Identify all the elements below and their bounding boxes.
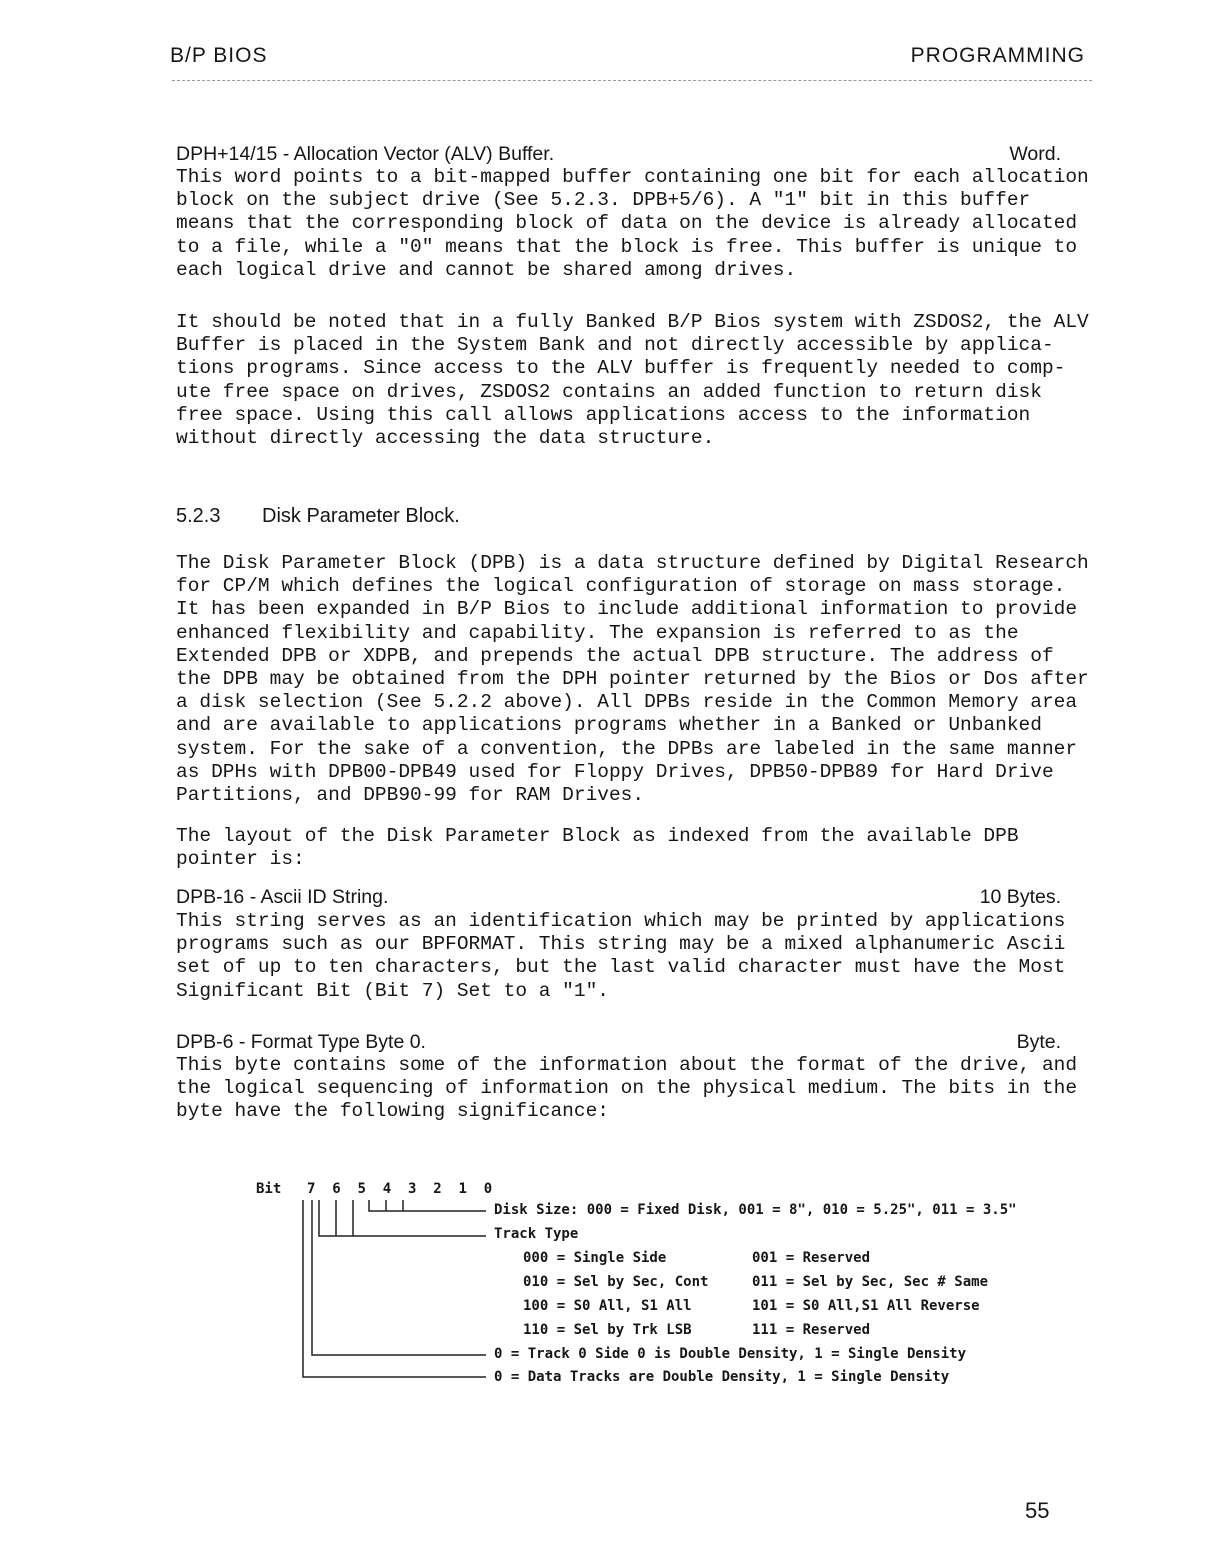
text-line: set of up to ten characters, but the last valid character must have the Most — [176, 956, 1066, 979]
text-line: and are available to applications programs whether in a Banked or Unbanked — [176, 714, 1042, 737]
text-line: to a file, while a "0" means that the block is free. This buffer is unique to — [176, 235, 1078, 258]
text-line: It has been expanded in B/P Bios to include additional information to provide — [176, 598, 1078, 621]
text-line: The layout of the Disk Parameter Block as indexed from the available DPB — [176, 825, 1019, 847]
text-line: programs such as our BPFORMAT. This string may be a mixed alphanumeric Ascii — [176, 933, 1066, 956]
running-header-right: PROGRAMMING — [910, 44, 1085, 67]
text-line: each logical drive and cannot be shared among drives. — [176, 258, 797, 281]
text-line: free space. Using this call allows applications access to the information — [176, 403, 1031, 426]
text-line: system. For the sake of a convention, the DPBs are labeled in the same manner — [176, 737, 1078, 760]
text-line: as DPHs with DPB00-DPB49 used for Floppy Drives, DPB50-DPB89 for Hard Drive — [176, 760, 1054, 783]
track-type-option: 000 = Single Side — [523, 1250, 667, 1266]
track-type-option: 111 = Reserved — [752, 1322, 871, 1338]
section-title: Disk Parameter Block. — [262, 505, 460, 527]
text-line: Buffer is placed in the System Bank and not directly accessible by applica- — [176, 334, 1054, 357]
text-line: without directly accessing the data structure. — [176, 426, 715, 449]
bit7-description: 0 = Data Tracks are Double Density, 1 = Single Density — [494, 1369, 950, 1385]
dpb6-heading-text: DPB-6 - Format Type Byte 0. — [176, 1031, 426, 1053]
track-type-option: 110 = Sel by Trk LSB — [523, 1322, 692, 1338]
text-line: Partitions, and DPB90-99 for RAM Drives. — [176, 783, 645, 806]
text-line: byte have the following significance: — [176, 1100, 609, 1123]
track-type-option: 010 = Sel by Sec, Cont — [523, 1274, 709, 1290]
text-line: tions programs. Since access to the ALV buffer is frequently needed to comp- — [176, 357, 1066, 380]
text-line: for CP/M which defines the logical configuration of storage on mass storage. — [176, 575, 1066, 598]
text-line: The Disk Parameter Block (DPB) is a data structure defined by Digital Research — [176, 552, 1089, 574]
text-line: This byte contains some of the information about the format of the drive, and — [176, 1054, 1078, 1076]
dph-alv-size: Word. — [1009, 143, 1061, 165]
text-line: the DPB may be obtained from the DPH pointer returned by the Bios or Dos after — [176, 667, 1089, 690]
track-type-option: 100 = S0 All, S1 All — [523, 1298, 692, 1314]
text-line: ute free space on drives, ZSDOS2 contains an added function to return disk — [176, 380, 1042, 403]
dpb16-size: 10 Bytes. — [979, 886, 1061, 908]
bit-numbers: 7 6 5 4 3 2 1 0 — [307, 1181, 497, 1197]
text-line: pointer is: — [176, 848, 305, 871]
bit-label: Bit — [256, 1181, 282, 1197]
text-line: It should be noted that in a fully Banked B/P Bios system with ZSDOS2, the ALV — [176, 311, 1089, 333]
text-line: This string serves as an identification which may be printed by applications — [176, 910, 1066, 932]
running-header-left: B/P BIOS — [170, 44, 268, 67]
text-line: means that the corresponding block of data on the device is already allocated — [176, 212, 1078, 235]
text-line: This word points to a bit-mapped buffer containing one bit for each allocation — [176, 166, 1089, 188]
track-type-option: 101 = S0 All,S1 All Reverse — [752, 1298, 980, 1314]
track-type-option: 001 = Reserved — [752, 1250, 871, 1266]
dph-alv-heading-text: DPH+14/15 - Allocation Vector (ALV) Buffer. — [176, 143, 555, 165]
text-line: Extended DPB or XDPB, and prepends the actual DPB structure. The address of — [176, 644, 1054, 667]
track-type-option: 011 = Sel by Sec, Sec # Same — [752, 1274, 989, 1290]
bit6-description: 0 = Track 0 Side 0 is Double Density, 1 = Single Density — [494, 1346, 967, 1362]
disk-size-line: Disk Size: 000 = Fixed Disk, 001 = 8", 010 = 5.25", 011 = 3.5" — [494, 1202, 1017, 1218]
text-line: a disk selection (See 5.2.2 above). All DPBs reside in the Common Memory area — [176, 691, 1078, 714]
track-type-label: Track Type — [494, 1226, 579, 1242]
text-line: block on the subject drive (See 5.2.3. DPB+5/6). A "1" bit in this buffer — [176, 189, 1031, 212]
text-line: the logical sequencing of information on the physical medium. The bits in the — [176, 1077, 1078, 1100]
text-line: Significant Bit (Bit 7) Set to a "1". — [176, 979, 609, 1002]
dpb16-heading-text: DPB-16 - Ascii ID String. — [176, 886, 389, 908]
dpb6-size: Byte. — [1016, 1031, 1061, 1053]
section-number: 5.2.3 — [176, 505, 221, 527]
page-number: 55 — [1025, 1498, 1050, 1523]
text-line: enhanced flexibility and capability. The expansion is referred to as the — [176, 621, 1019, 644]
